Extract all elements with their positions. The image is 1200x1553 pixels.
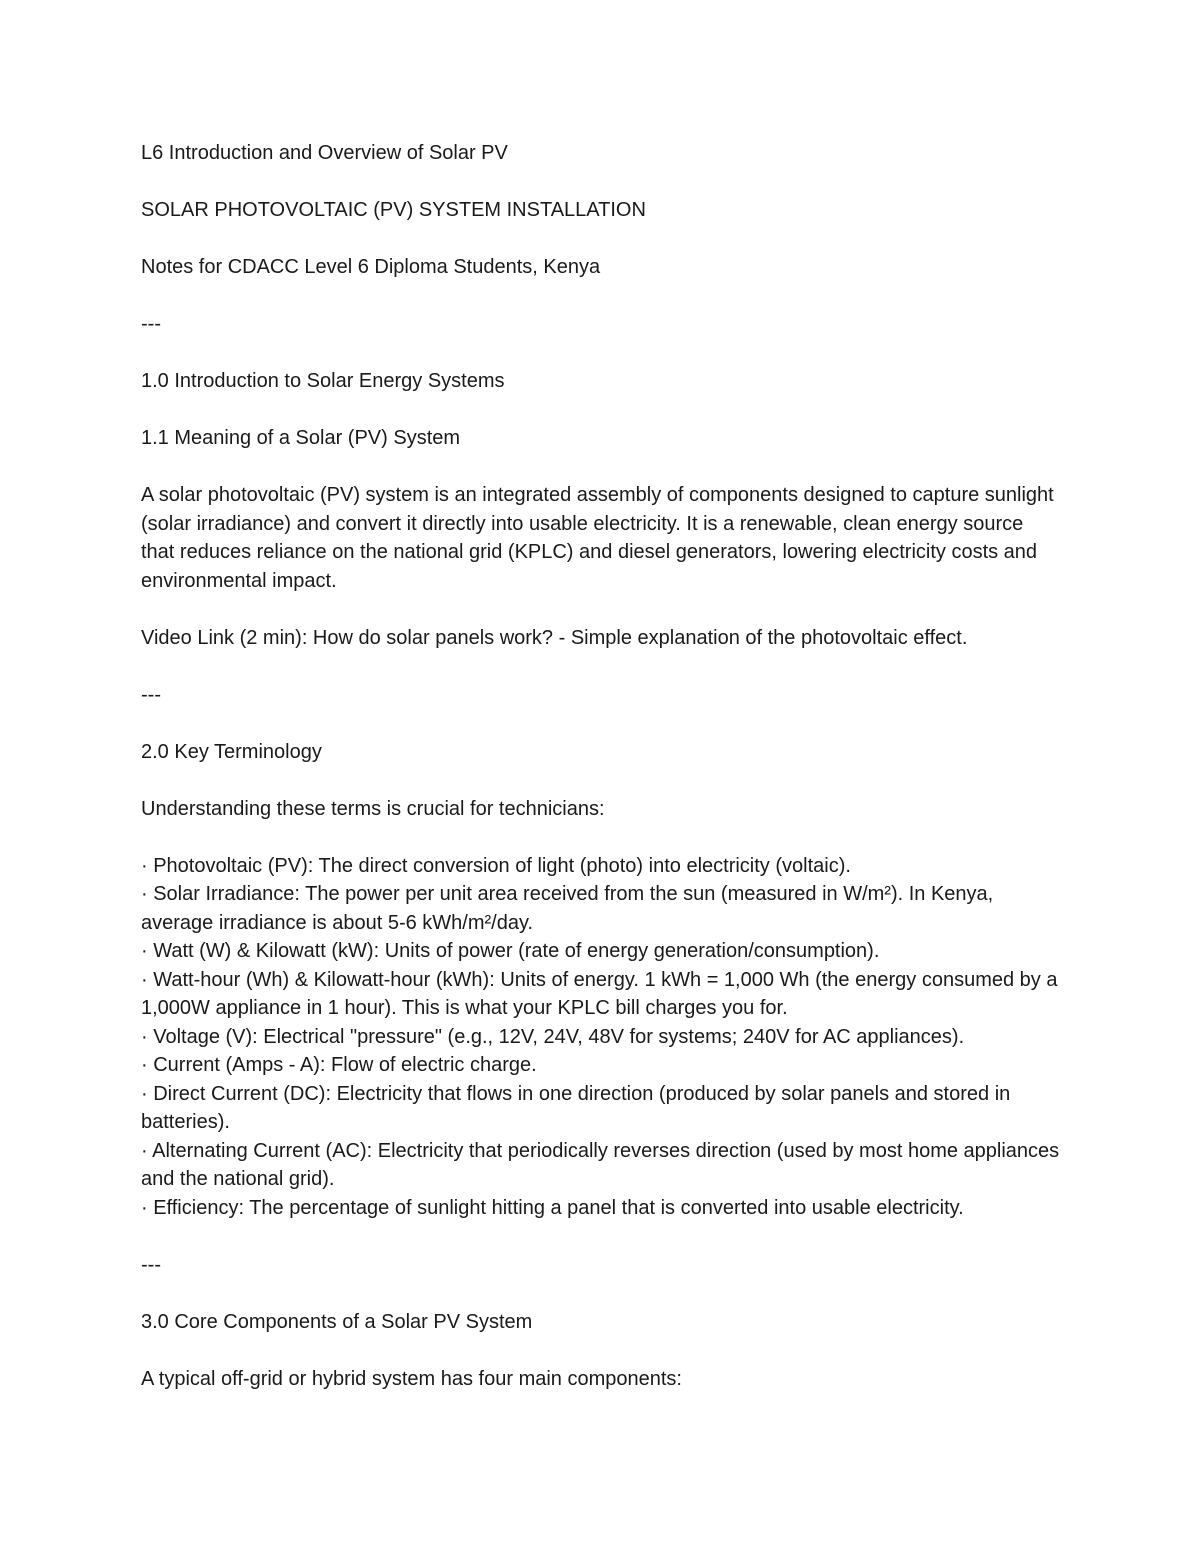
section-2-intro: Understanding these terms is crucial for technicians: [141, 797, 605, 820]
document-body [141, 139, 1061, 1422]
document-title: L6 Introduction and Overview of Solar PV [141, 142, 508, 164]
list-item: · Efficiency: The percentage of sunlight hitting a panel that is converted into usable electricity. [141, 1196, 964, 1219]
section-1-heading: 1.0 Introduction to Solar Energy Systems [141, 370, 505, 392]
list-item: · Alternating Current (AC): Electricity that periodically reverses direction (used by most home appliances and the national grid). [141, 1139, 1060, 1190]
list-item: · Solar Irradiance: The power per unit area received from the sun (measured in W/m²). In Kenya, average irradiance is about 5-6 kWh/m²/day. [141, 883, 994, 934]
section-1-1-heading: 1.1 Meaning of a Solar (PV) System [141, 427, 461, 449]
list-item: · Direct Current (DC): Electricity that flows in one direction (produced by solar panels and stored in batteries). [141, 1082, 1011, 1133]
video-link-text: Video Link (2 min): How do solar panels work? - Simple explanation of the photovoltaic effect. [141, 626, 968, 649]
section-3-heading: 3.0 Core Components of a Solar PV System [141, 1310, 533, 1333]
subtitle: Notes for CDACC Level 6 Diploma Students, Kenya [141, 256, 601, 278]
main-heading: SOLAR PHOTOVOLTAIC (PV) SYSTEM INSTALLATION [141, 199, 646, 221]
terminology-list [141, 852, 1061, 1223]
section-1-paragraph: A solar photovoltaic (PV) system is an integrated assembly of components designed to capture sunlight (solar irradiance) and convert it directly into usable electricity. It is a renewable, clean energy source that reduces reliance on the national grid (KPLC) and diesel generators, lowering electricity costs and environmental impact. [141, 484, 1054, 592]
divider: --- [141, 1253, 161, 1276]
list-item: · Voltage (V): Electrical "pressure" (e.g., 12V, 24V, 48V for systems; 240V for AC appliances). [141, 1025, 965, 1048]
list-item: · Photovoltaic (PV): The direct conversion of light (photo) into electricity (voltaic). [141, 854, 851, 877]
divider: --- [141, 683, 161, 706]
section-3-intro: A typical off-grid or hybrid system has four main components: [141, 1367, 682, 1390]
divider: --- [141, 313, 161, 335]
list-item: · Watt (W) & Kilowatt (kW): Units of power (rate of energy generation/consumption). [141, 940, 880, 962]
list-item: · Current (Amps - A): Flow of electric charge. [141, 1054, 537, 1076]
list-item: · Watt-hour (Wh) & Kilowatt-hour (kWh): Units of energy. 1 kWh = 1,000 Wh (the energy consumed by a 1,000W appliance in 1 hour). This is what your KPLC bill charges you for. [141, 968, 1058, 1019]
section-2-heading: 2.0 Key Terminology [141, 740, 322, 763]
